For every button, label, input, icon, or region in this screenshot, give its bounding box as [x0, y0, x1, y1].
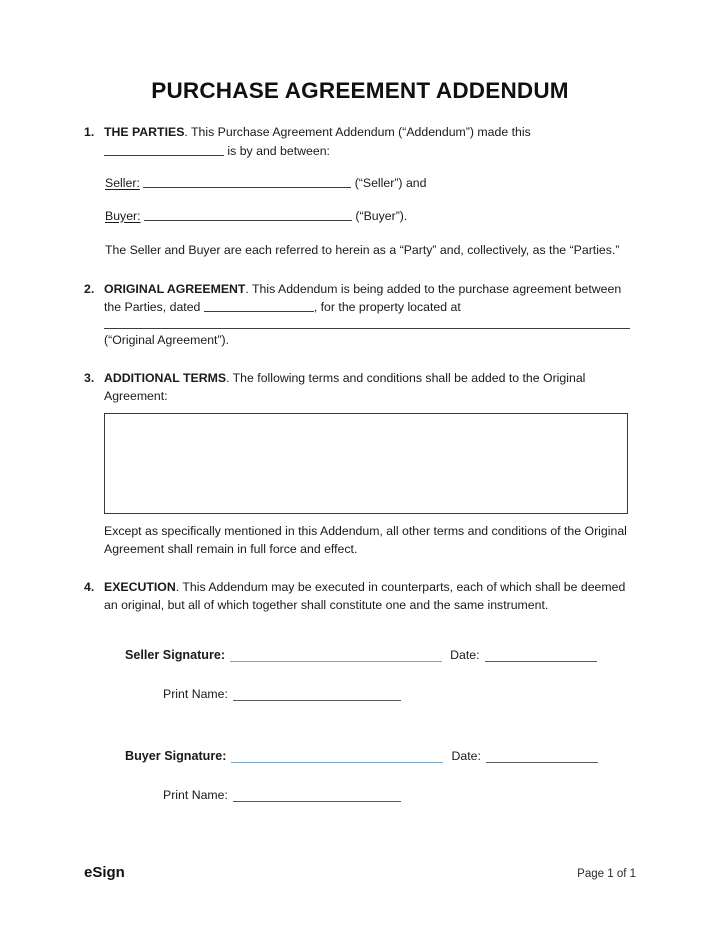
- clause-text-original-agreement: . This Addendum is being added to the purchase agreement between the Parties, dated: [104, 281, 622, 314]
- clause-additional-terms: [84, 370, 636, 405]
- original-agreement-date-blank[interactable]: [204, 298, 314, 312]
- property-address-blank[interactable]: [104, 328, 630, 329]
- clause-heading-the-parties: THE PARTIES: [104, 125, 185, 139]
- seller-signature-row: [125, 644, 640, 662]
- seller-print-name-field[interactable]: [233, 687, 401, 701]
- buyer-print-name-field[interactable]: [233, 788, 401, 802]
- page-footer: [84, 864, 636, 881]
- buyer-print-name-label: Print Name:: [163, 788, 228, 802]
- clause-text-additional-terms: . The following terms and conditions shall be added to the Original Agreement:: [104, 371, 586, 403]
- buyer-date-field[interactable]: [486, 749, 598, 763]
- original-agreement-definition: (“Original Agreement”).: [104, 332, 230, 347]
- spacer-1: [84, 260, 636, 281]
- clause-heading-additional-terms: ADDITIONAL TERMS: [104, 371, 227, 385]
- clause-heading-execution: EXECUTION: [104, 580, 176, 594]
- clause-text-original-agreement-cont: , for the property located at: [313, 300, 461, 314]
- clause-original-agreement: [84, 281, 636, 350]
- seller-date-field[interactable]: [485, 648, 597, 662]
- seller-signature-label: Seller Signature:: [125, 648, 226, 662]
- clause-text-execution: . This Addendum may be executed in counterparts, each of which shall be deemed an original, but all of which together shall constitute one and the same instrument.: [104, 580, 626, 612]
- clause-the-parties: [84, 124, 636, 160]
- seller-print-name-label: Print Name:: [163, 687, 228, 701]
- buyer-print-name-row: [163, 784, 640, 802]
- page-title: PURCHASE AGREEMENT ADDENDUM: [151, 78, 569, 103]
- clause-execution: [84, 579, 636, 614]
- spacer-3: [84, 558, 636, 579]
- seller-suffix: (“Seller”) and: [354, 176, 427, 190]
- brand-logo: eSign: [84, 864, 125, 881]
- clause-number-1: 1.: [84, 125, 95, 139]
- additional-terms-textbox[interactable]: [104, 413, 628, 514]
- additional-terms-note: Except as specifically mentioned in this Addendum, all other terms and conditions of the Original Agreement shall remain in full force and effect.: [104, 524, 627, 556]
- buyer-signature-label: Buyer Signature:: [125, 749, 227, 763]
- buyer-signature-row: [125, 745, 640, 763]
- buyer-name-blank[interactable]: [144, 207, 352, 221]
- clause-text-the-parties: . This Purchase Agreement Addendum (“Addendum”) made this: [184, 125, 531, 139]
- seller-print-name-row: [163, 683, 640, 701]
- seller-signature-field[interactable]: [230, 648, 442, 662]
- clause-heading-original-agreement: ORIGINAL AGREEMENT: [104, 281, 246, 296]
- buyer-label: Buyer:: [105, 208, 141, 223]
- buyer-name-row: [84, 207, 636, 226]
- buyer-suffix: (“Buyer”).: [355, 208, 408, 223]
- document-body: [84, 124, 636, 614]
- clause-number-4: 4.: [84, 580, 95, 594]
- made-this-date-blank[interactable]: [104, 142, 224, 156]
- buyer-date-label: Date:: [451, 749, 481, 763]
- spacer-2: [84, 349, 636, 370]
- seller-label: Seller:: [105, 176, 140, 190]
- page-indicator: Page 1 of 1: [577, 868, 636, 880]
- seller-date-label: Date:: [450, 648, 480, 662]
- signature-block: [125, 644, 640, 802]
- parties-definition-paragraph: The Seller and Buyer are each referred to herein as a “Party” and, collectively, as the “Parties.”: [105, 243, 620, 257]
- buyer-signature-field[interactable]: [231, 749, 443, 763]
- clause-number-2: 2.: [84, 281, 95, 296]
- seller-name-blank[interactable]: [143, 174, 351, 188]
- clause-number-3: 3.: [84, 371, 95, 385]
- spacer-signatures: [125, 701, 640, 745]
- seller-name-row: [84, 174, 636, 193]
- clause-text-the-parties-cont: is by and between:: [227, 143, 330, 158]
